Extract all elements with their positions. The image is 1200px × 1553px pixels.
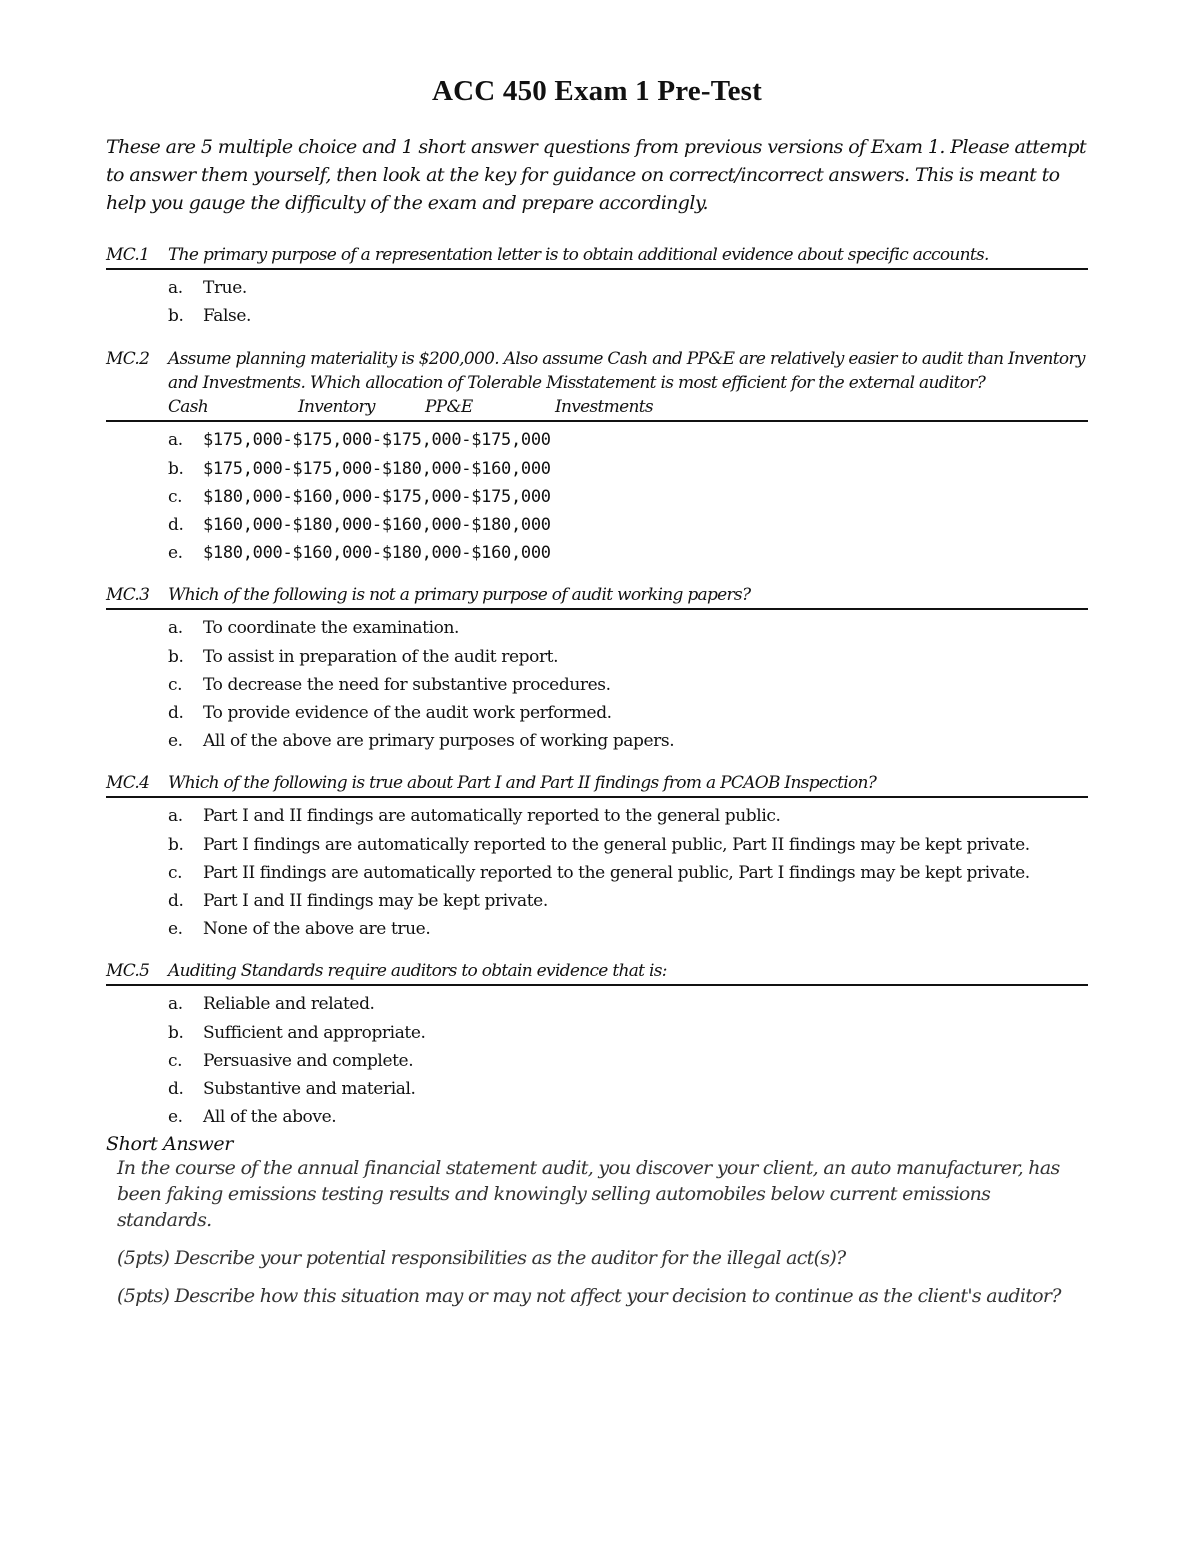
question-text: Auditing Standards require auditors to obtain evidence that is: [168, 961, 667, 982]
short-answer-scenario: In the course of the annual financial statement audit, you discover your client, an auto manufacturer, has been faking emissions testing results and knowingly selling automobiles below current emissions standards. [117, 1157, 1060, 1232]
question-text: Assume planning materiality is $200,000. Also assume Cash and PP&E are relatively easier to audit than Inventory and Investments. Which allocation of Tolerable Misstatement is most efficient for the external auditor? [168, 349, 1085, 394]
short-answer-heading: Short Answer [106, 1133, 233, 1156]
answer-option: d. To provide evidence of the audit work performed. [168, 703, 612, 724]
answer-option: b. Sufficient and appropriate. [168, 1022, 426, 1043]
answer-option: a. Reliable and related. [168, 994, 375, 1015]
intro-paragraph: These are 5 multiple choice and 1 short answer questions from previous versions of Exam 1. Please attempt to answer them yourself, then look at the key for guidance on correct/incorrect answers. This is meant to help you gauge the difficulty of the exam and prepare accordingly. [106, 136, 1086, 214]
column-ppe: PP&E [425, 397, 473, 418]
answer-option: c. Persuasive and complete. [168, 1050, 414, 1071]
answer-option: d. Substantive and material. [168, 1079, 416, 1100]
answer-option: a. $175,000-$175,000-$175,000-$175,000 [168, 430, 551, 451]
question-mc4 [106, 771, 1088, 943]
short-answer-prompt-2: (5pts) Describe how this situation may or may not affect your decision to continue as the client's auditor? [117, 1285, 1061, 1308]
column-investments: Investments [555, 397, 653, 418]
column-inventory: Inventory [298, 397, 375, 418]
question-text: Which of the following is true about Part I and Part II findings from a PCAOB Inspection? [168, 773, 877, 794]
allocation-column-headers [168, 395, 1088, 419]
answer-option: e. All of the above. [168, 1107, 337, 1128]
question-mc1 [106, 243, 1088, 330]
answer-option: b. $175,000-$175,000-$180,000-$160,000 [168, 458, 551, 479]
answer-option: c. To decrease the need for substantive procedures. [168, 674, 611, 695]
answer-option: c. $180,000-$160,000-$175,000-$175,000 [168, 486, 551, 507]
question-mc3 [106, 583, 1088, 755]
exam-page [106, 0, 1088, 1309]
question-number: MC.5 [106, 961, 150, 982]
answer-option: a. To coordinate the examination. [168, 618, 459, 639]
column-cash: Cash [168, 397, 209, 418]
answer-option: e. None of the above are true. [168, 919, 431, 940]
answer-option: a. Part I and II findings are automatically reported to the general public. [168, 806, 781, 827]
answer-option: d. $160,000-$180,000-$160,000-$180,000 [168, 515, 551, 536]
question-mc2 [106, 347, 1088, 567]
question-number: MC.3 [106, 585, 150, 606]
question-text: Which of the following is not a primary purpose of audit working papers? [168, 585, 751, 606]
question-text: The primary purpose of a representation letter is to obtain additional evidence about specific accounts. [168, 245, 989, 265]
answer-option: b. To assist in preparation of the audit report. [168, 646, 559, 667]
short-answer-body [117, 1155, 1088, 1309]
answer-option: e. $180,000-$160,000-$180,000-$160,000 [168, 543, 551, 564]
question-mc5 [106, 959, 1088, 1131]
answer-option: d. Part I and II findings may be kept private. [168, 891, 548, 912]
answer-option: b. False. [168, 306, 252, 327]
page-title: ACC 450 Exam 1 Pre-Test [431, 75, 762, 107]
answer-option: a. True. [168, 278, 247, 298]
answer-option: c. Part II findings are automatically reported to the general public, Part I findings may be kept private. [168, 862, 1030, 883]
question-number: MC.1 [106, 245, 150, 265]
short-answer-prompt-1: (5pts) Describe your potential responsibilities as the auditor for the illegal act(s)? [117, 1247, 846, 1270]
question-number: MC.4 [106, 773, 150, 794]
answer-option: b. Part I findings are automatically reported to the general public, Part II findings may be kept private. [168, 834, 1030, 855]
question-number: MC.2 [106, 349, 150, 370]
answer-option: e. All of the above are primary purposes of working papers. [168, 731, 675, 752]
